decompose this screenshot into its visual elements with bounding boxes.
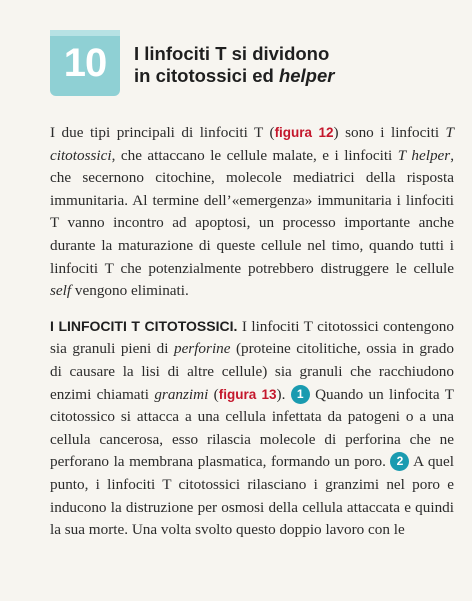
step-1-badge: 1 bbox=[291, 385, 310, 404]
section-title-line1: I linfociti T si dividono bbox=[134, 43, 330, 64]
text-run: Quando un linfocita T citotossico si attacca a una cellula infettata da patogeni o a una cellula cancerosa, esso rilascia molecole di perforina che ne perforano la membrana plasmatica, formando un poro. bbox=[50, 385, 454, 471]
text-run: vengono eliminati. bbox=[71, 282, 189, 300]
text-run: ) sono i linfociti bbox=[333, 124, 446, 141]
term-t-citotossici: T citotossici bbox=[50, 124, 454, 164]
section-number-badge bbox=[50, 30, 120, 96]
section-header bbox=[50, 30, 334, 96]
paragraph-intro bbox=[50, 122, 454, 303]
text-run: ). bbox=[276, 385, 291, 403]
text-run: , che attaccano le cellule malate, e i linfociti bbox=[111, 146, 398, 164]
section-title bbox=[134, 43, 334, 87]
figure-13-link[interactable]: figura 13 bbox=[218, 386, 277, 402]
step-2-badge: 2 bbox=[390, 452, 409, 471]
text-run: I linfociti T citotossici contengono sia granuli pieni di bbox=[50, 317, 454, 358]
section-title-line2-text: in citotossici ed bbox=[134, 65, 279, 86]
paragraph-citotossici bbox=[50, 315, 454, 542]
text-run: A quel punto, i linfociti T citotossici rilasciano i granzimi nel poro e inducono la distruzione per osmosi della cellula attaccata e quindi la sua morte. Una volta svolto questo doppio lavoro con le bbox=[50, 453, 454, 539]
term-t-helper: T helper bbox=[397, 146, 451, 164]
text-run: ( bbox=[208, 385, 219, 403]
term-granzimi: granzimi bbox=[154, 385, 209, 403]
text-run: (proteine citolitiche, ossia in grado di causare la lisi di altre cellule) sia granuli che racchiudono enzimi chiamati bbox=[50, 340, 454, 403]
section-title-helper: helper bbox=[278, 65, 335, 86]
section-title-line2 bbox=[134, 65, 334, 87]
term-perforine: perforine bbox=[173, 340, 231, 358]
figure-12-link[interactable]: figura 12 bbox=[274, 125, 334, 140]
text-run: , che secernono citochine, molecole mediatrici della risposta immunitaria. Al termine dell’«emergenza» immunitaria i linfociti T vanno incontro ad apoptosi, un processo importante anche durante la maturazione di queste cellule nel timo, quando tutti i linfociti T che potenzialmente potrebbero distruggere le cellule bbox=[50, 146, 454, 277]
paragraph-lead-heading: I LINFOCITI T CITOTOSSICI. bbox=[50, 317, 238, 334]
term-self: self bbox=[50, 282, 72, 300]
section-number: 10 bbox=[63, 40, 107, 85]
text-run: I due tipi principali di linfociti T ( bbox=[50, 124, 275, 141]
body-text bbox=[50, 122, 454, 554]
